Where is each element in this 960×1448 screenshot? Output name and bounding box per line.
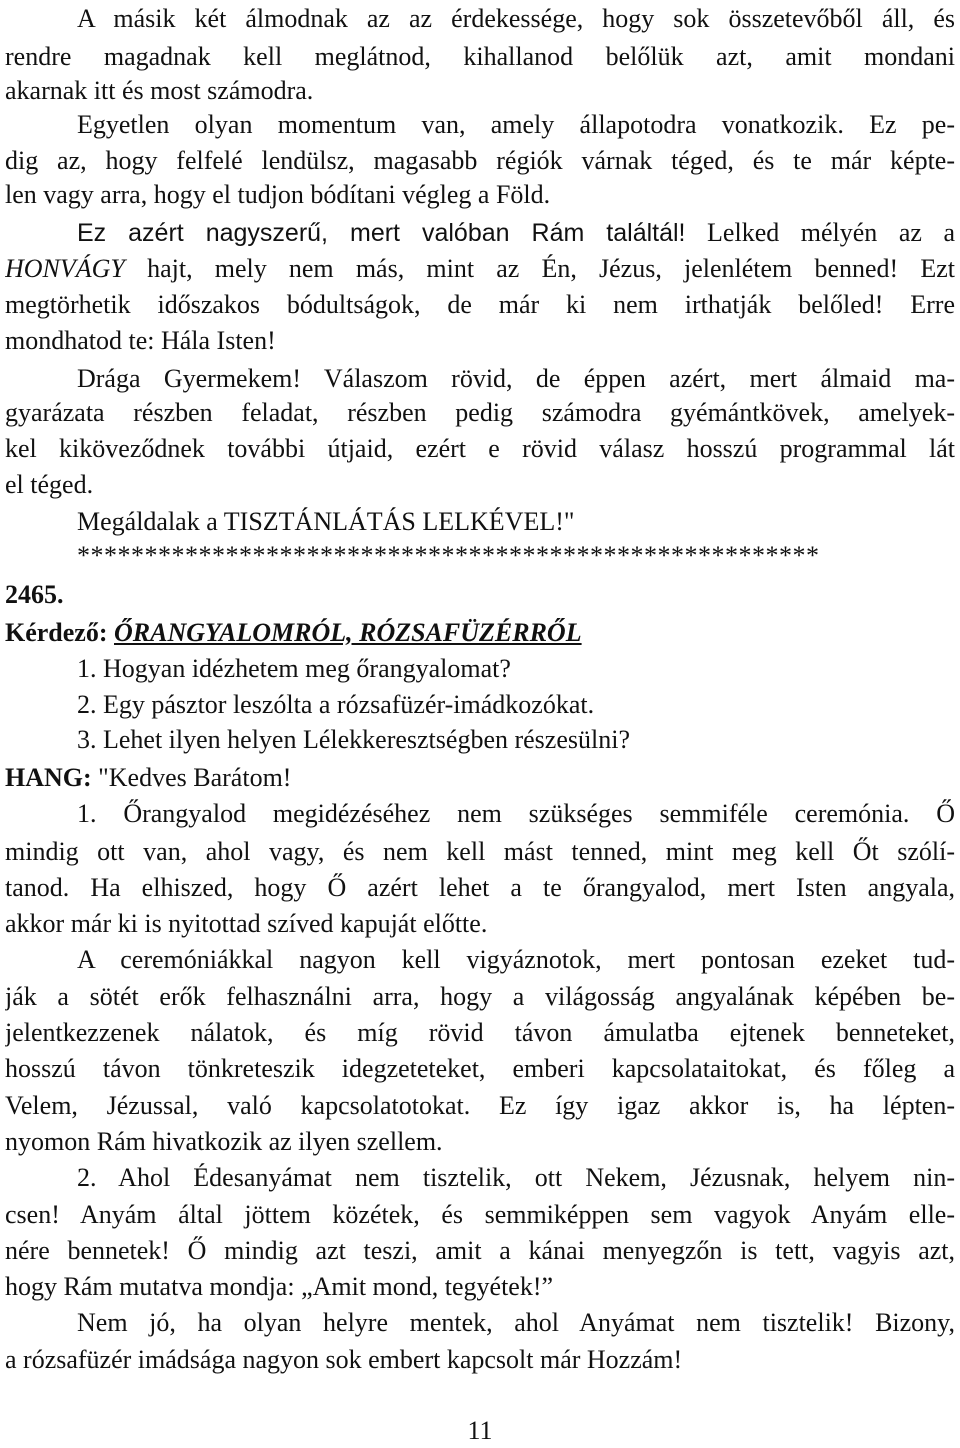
paragraph-line: len vagy arra, hogy el tudjon bódítani végleg a Föld. xyxy=(5,180,551,209)
serif-text: Lelked mélyén az a xyxy=(685,218,955,247)
answer-line: hosszú távon tönkreteszik idegzeteteket, emberi kapcsolataitokat, és főleg a xyxy=(5,1054,955,1083)
paragraph-line: dig az, hogy felfelé lendülsz, magasabb régiók várnak téged, és te már képte- xyxy=(5,146,955,175)
answer-line: 1. Őrangyalod megidézéséhez nem szükséges semmiféle ceremónia. Ő xyxy=(77,799,955,828)
answer-line: a rózsafüzér imádsága nagyon sok embert kapcsolt már Hozzám! xyxy=(5,1345,683,1374)
answer-line: tanod. Ha elhiszed, hogy Ő azért lehet a te őrangyalod, mert Isten angyala, xyxy=(5,873,955,902)
answer-line: jelentkezzenek nálatok, és míg rövid távon ámulatba ejtenek benneteket, xyxy=(5,1018,955,1047)
paragraph-line: Egyetlen olyan momentum van, amely állapotodra vonatkozik. Ez pe- xyxy=(77,110,955,139)
paragraph-line: kel kiköveződnek további útjaid, ezért e rövid válasz hosszú programmal lát xyxy=(5,434,955,463)
question-item: 1. Hogyan idézhetem meg őrangyalomat? xyxy=(77,654,511,683)
serif-text: hajt, mely nem más, mint az Én, Jézus, jelenlétem benned! Ezt xyxy=(124,254,955,283)
answer-line: akkor már ki is nyitottad szíved kapuját előtte. xyxy=(5,909,488,938)
answer-line: csen! Anyám által jöttem közétek, és semmiképpen sem vagyok Anyám elle- xyxy=(5,1200,955,1229)
paragraph-line: akarnak itt és most számodra. xyxy=(5,76,314,105)
hang-greeting: "Kedves Barátom! xyxy=(91,763,292,792)
question-item: 3. Lehet ilyen helyen Lélekkeresztségben részesülni? xyxy=(77,725,630,754)
answer-line: Nem jó, ha olyan helyre mentek, ahol Anyámat nem tisztelik! Bizony, xyxy=(77,1308,955,1337)
paragraph-line: Drága Gyermekem! Válaszom rövid, de éppen azért, mert álmaid ma- xyxy=(77,364,955,393)
emphasis-text: HONVÁGY xyxy=(5,254,125,283)
answer-line: 2. Ahol Édesanyámat nem tisztelik, ott Nekem, Jézusnak, helyem nin- xyxy=(77,1163,955,1192)
paragraph-line: Megáldalak a TISZTÁNLÁTÁS LELKÉVEL!" xyxy=(77,507,575,536)
paragraph-line xyxy=(77,216,955,250)
entry-number: 2465. xyxy=(5,580,64,609)
answer-line: Velem, Jézussal, való kapcsolatotokat. Ez így igaz akkor is, ha lépten- xyxy=(5,1091,955,1120)
paragraph-line: el téged. xyxy=(5,470,94,499)
paragraph-line: mondhatod te: Hála Isten! xyxy=(5,326,276,355)
answer-line: hogy Rám mutatva mondja: „Amit mond, tegyétek!” xyxy=(5,1272,554,1301)
hang-label: HANG: xyxy=(5,763,92,792)
asker-topic: ŐRANGYALOMRÓL, RÓZSAFÜZÉRRŐL xyxy=(114,618,582,647)
answer-line: mindig ott van, ahol vagy, és nem kell mást tenned, mint meg kell Őt szólí- xyxy=(5,837,955,866)
paragraph-line: gyarázata részben feladat, részben pedig számodra gyémántkövek, amelyek- xyxy=(5,398,955,427)
answer-line: A ceremóniákkal nagyon kell vigyáznotok, mert pontosan ezeket tud- xyxy=(77,945,955,974)
answer-line: nére bennetek! Ő mindig azt teszi, amit a kánai menyegzőn is tett, vagyis azt, xyxy=(5,1236,955,1265)
asker-line xyxy=(5,616,955,650)
sans-text: Ez azért nagyszerű, mert valóban Rám találtál! xyxy=(77,219,686,247)
paragraph-line: rendre magadnak kell meglátnod, kihallanod belőlük azt, amit mondani xyxy=(5,42,955,71)
question-item: 2. Egy pásztor leszólta a rózsafüzér-imádkozókat. xyxy=(77,690,595,719)
answer-line: ják a sötét erők felhasználni arra, hogy a világosság angyalának képében be- xyxy=(5,982,955,1011)
asker-label: Kérdező: xyxy=(5,618,115,647)
hang-line xyxy=(5,761,955,795)
paragraph-line: A másik két álmodnak az az érdekessége, hogy sok összetevőből áll, és xyxy=(77,4,955,33)
paragraph-line: megtörhetik időszakos bódultságok, de már ki nem irthatják belőled! Erre xyxy=(5,290,955,319)
page-number: 11 xyxy=(467,1416,493,1445)
answer-line: nyomon Rám hivatkozik az ilyen szellem. xyxy=(5,1127,443,1156)
paragraph-line xyxy=(5,252,955,286)
separator-stars: ******************************************************* xyxy=(77,541,820,570)
